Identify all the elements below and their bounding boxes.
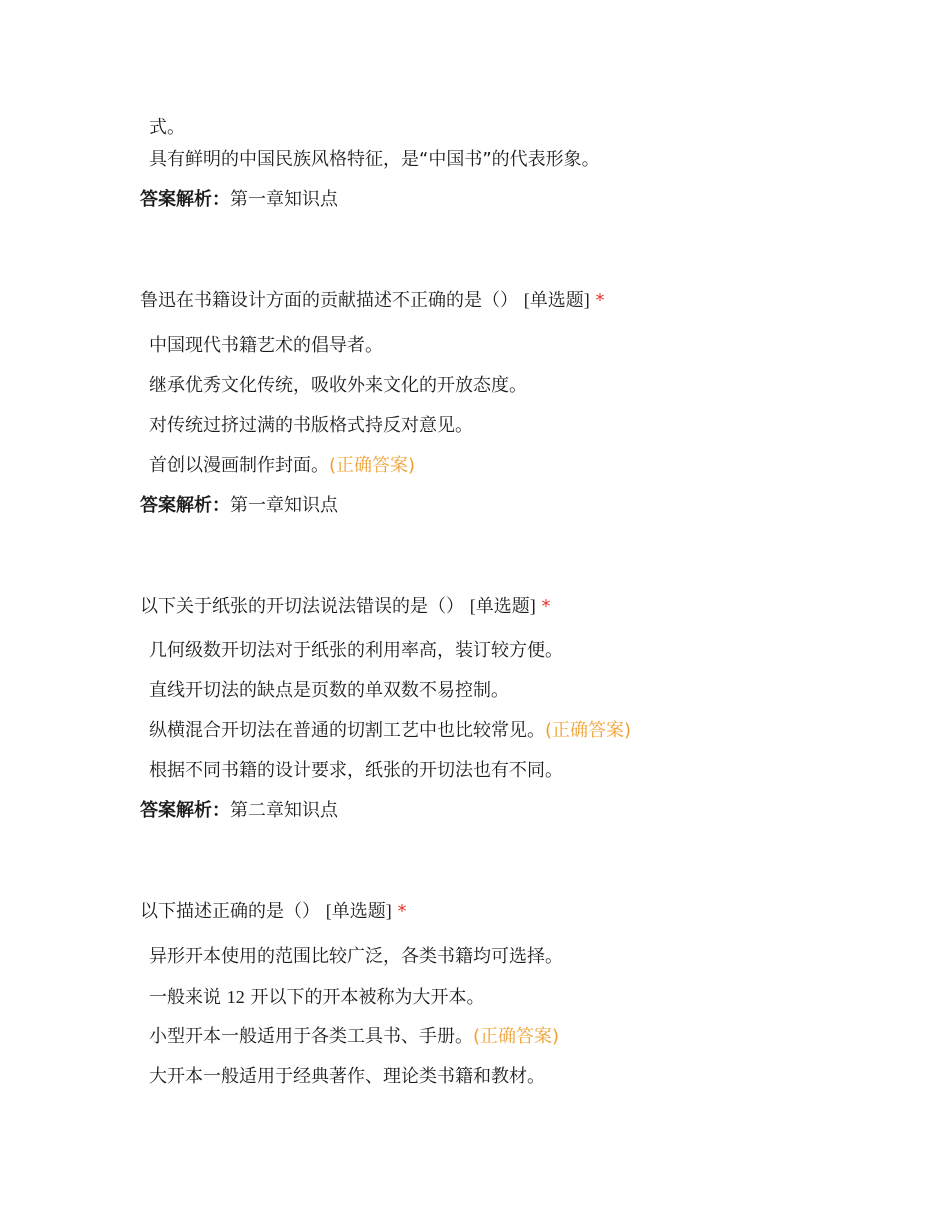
option-text: 小型开本一般适用于各类工具书、手册。 (149, 1026, 473, 1047)
option-text: 首创以漫画制作封面。 (149, 455, 329, 476)
analysis-label: 答案解析： (140, 495, 230, 516)
option-text: 中国现代书籍艺术的倡导者。 (149, 335, 383, 356)
question-text: 鲁迅在书籍设计方面的贡献描述不正确的是（） (140, 290, 518, 311)
option (149, 334, 383, 358)
question-type-tag: [单选题] (325, 901, 392, 921)
option (149, 1065, 545, 1089)
option-text: 根据不同书籍的设计要求，纸张的开切法也有不同。 (149, 760, 563, 781)
option (149, 374, 527, 398)
option-continued: 具有鲜明的中国民族风格特征，是“中国书”的代表形象。 (149, 149, 600, 170)
option (149, 945, 563, 969)
required-mark: * (541, 596, 551, 617)
correct-answer-badge: (正确答案) (329, 455, 416, 476)
analysis-label: 答案解析： (140, 800, 230, 821)
question-text: 以下关于纸张的开切法说法错误的是（） (140, 596, 464, 617)
question-title (140, 594, 550, 619)
option-text: 大开本一般适用于经典著作、理论类书籍和教材。 (149, 1066, 545, 1087)
required-mark: * (595, 290, 605, 311)
option-number: 12 (226, 987, 245, 1007)
option-text: 纵横混合开切法在普通的切割工艺中也比较常见。 (149, 720, 545, 741)
option-text: 开以下的开本被称为大开本。 (250, 987, 485, 1008)
question-title (140, 288, 604, 313)
option (149, 454, 415, 478)
answer-analysis (140, 494, 338, 518)
option (149, 1025, 559, 1049)
option (149, 759, 563, 783)
option-text: 对传统过挤过满的书版格式持反对意见。 (149, 415, 473, 436)
option (149, 414, 473, 438)
correct-answer-badge: (正确答案) (545, 720, 632, 741)
correct-answer-badge: (正确答案) (473, 1026, 560, 1047)
answer-analysis (140, 799, 338, 823)
option-text: 几何级数开切法对于纸张的利用率高，装订较方便。 (149, 640, 563, 661)
analysis-text: 第一章知识点 (230, 189, 338, 210)
question-text: 以下描述正确的是（） (140, 901, 320, 922)
analysis-text: 第一章知识点 (230, 495, 338, 516)
option (149, 679, 509, 703)
required-mark: * (397, 901, 407, 922)
option-text: 一般来说 (149, 987, 221, 1008)
answer-analysis (140, 188, 338, 212)
question-title (140, 899, 406, 924)
option-text: 异形开本使用的范围比较广泛，各类书籍均可选择。 (149, 946, 563, 967)
option (149, 719, 631, 743)
analysis-label: 答案解析： (140, 189, 230, 210)
option-text: 直线开切法的缺点是页数的单双数不易控制。 (149, 680, 509, 701)
option-text: 继承优秀文化传统，吸收外来文化的开放态度。 (149, 375, 527, 396)
option-continued-fragment: 式。 (149, 117, 185, 138)
question-type-tag: [单选题] (523, 290, 590, 310)
option (149, 985, 484, 1010)
analysis-text: 第二章知识点 (230, 800, 338, 821)
option (149, 639, 563, 663)
question-type-tag: [单选题] (469, 596, 536, 616)
